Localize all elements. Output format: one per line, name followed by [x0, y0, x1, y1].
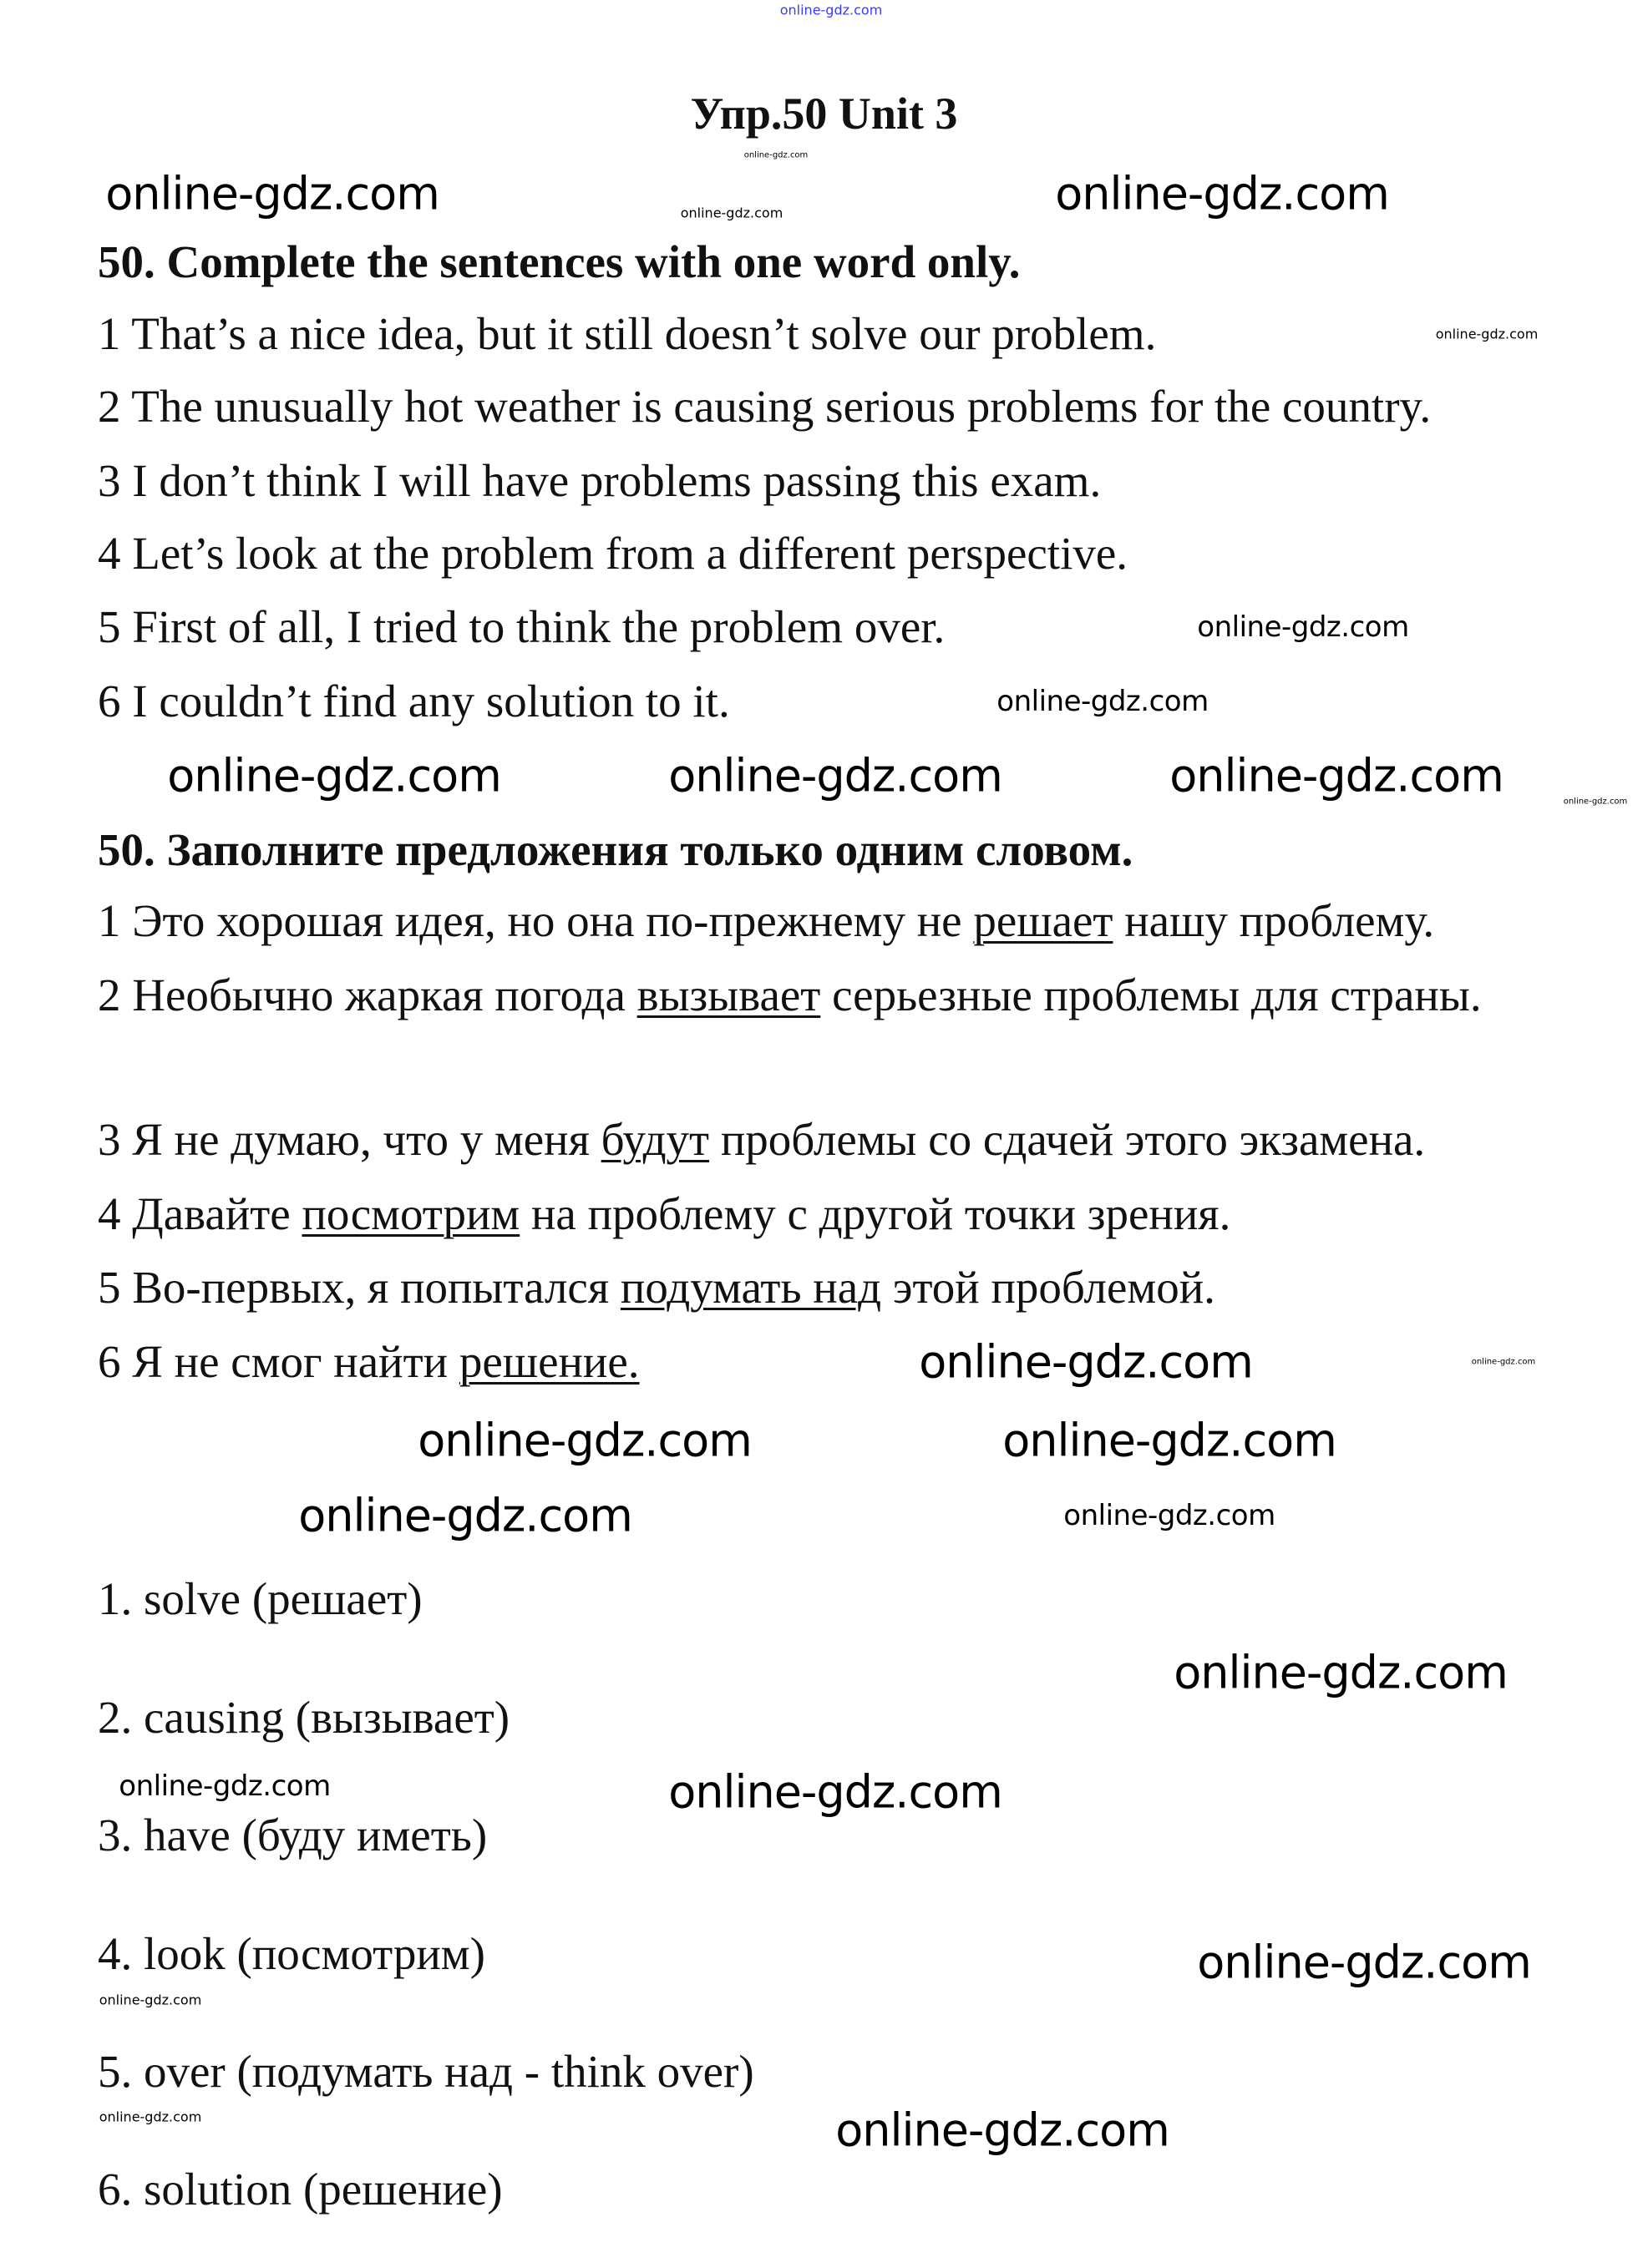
watermark: online-gdz.com — [668, 1765, 1002, 1819]
english-heading: 50. Complete the sentences with one word only. — [98, 236, 1021, 287]
underlined-answer: подумать над — [620, 1262, 882, 1313]
text: нашу проблему. — [1113, 895, 1435, 946]
text: 4 Давайте — [98, 1188, 302, 1239]
russian-sentence — [98, 1185, 1230, 1243]
english-sentence: 1 That’s a nice idea, but it still doesn’t solve our problem. — [98, 308, 1157, 359]
watermark: online-gdz.com — [1002, 1414, 1336, 1467]
text: 1 Это хорошая идея, но она по-прежнему не — [98, 895, 974, 946]
answer-item: 1. solve (решает) — [98, 1573, 423, 1624]
russian-sentence — [98, 892, 1434, 950]
watermark: online-gdz.com — [105, 167, 439, 220]
english-sentence: 3 I don’t think I will have problems passing this exam. — [98, 455, 1102, 506]
text: на проблему с другой точки зрения. — [520, 1188, 1231, 1239]
text: 2 Необычно жаркая погода — [98, 969, 637, 1020]
watermark: online-gdz.com — [1435, 326, 1539, 342]
watermark: online-gdz.com — [996, 685, 1209, 718]
english-sentence: 5 First of all, I tried to think the problem over. — [98, 601, 946, 652]
underlined-answer: решение. — [459, 1336, 640, 1387]
watermark: online-gdz.com — [298, 1489, 632, 1542]
watermark: online-gdz.com — [1197, 610, 1409, 644]
russian-sentence — [98, 1258, 1215, 1317]
underlined-answer: вызывает — [636, 969, 821, 1020]
text: серьезные проблемы для страны. — [820, 969, 1482, 1020]
answer-item: 2. causing (вызывает) — [98, 1692, 510, 1743]
watermark: online-gdz.com — [919, 1335, 1253, 1389]
russian-sentence — [98, 1333, 640, 1391]
russian-heading: 50. Заполните предложения только одним словом. — [98, 824, 1133, 875]
watermark: online-gdz.com — [1063, 1499, 1275, 1532]
answer-item: 3. have (буду иметь) — [98, 1810, 488, 1860]
watermark: online-gdz.com — [1174, 1646, 1508, 1699]
text: 3 Я не думаю, что у меня — [98, 1114, 601, 1165]
underlined-answer: будут — [601, 1114, 710, 1165]
watermark: online-gdz.com — [1197, 1936, 1531, 1989]
page-title: Упр.50 Unit 3 — [690, 89, 958, 139]
text: 5 Во-первых, я попытался — [98, 1262, 621, 1313]
english-sentence: 4 Let’s look at the problem from a different perspective. — [98, 528, 1128, 579]
text: проблемы со сдачей этого экзамена. — [709, 1114, 1426, 1165]
text: этой проблемой. — [881, 1262, 1215, 1313]
answer-item: 4. look (посмотрим) — [98, 1928, 485, 1979]
russian-sentence — [98, 959, 1536, 1032]
watermark: online-gdz.com — [1563, 797, 1628, 807]
answer-item: 5. over (подумать над - think over) — [98, 2046, 754, 2097]
watermark: online-gdz.com — [418, 1414, 752, 1467]
watermark: online-gdz.com — [668, 749, 1002, 802]
watermark: online-gdz.com — [99, 2109, 202, 2125]
watermark: online-gdz.com — [99, 1992, 202, 2008]
russian-sentence — [98, 1111, 1425, 1169]
watermark: online-gdz.com — [1169, 749, 1503, 802]
watermark: online-gdz.com — [119, 1769, 331, 1803]
watermark: online-gdz.com — [835, 2103, 1169, 2157]
watermark: online-gdz.com — [167, 749, 501, 802]
english-sentence: 6 I couldn’t find any solution to it. — [98, 676, 730, 726]
watermark: online-gdz.com — [743, 150, 809, 160]
watermark: online-gdz.com — [1471, 1357, 1536, 1367]
watermark: online-gdz.com — [779, 2, 883, 18]
underlined-answer: решает — [973, 895, 1113, 946]
english-sentence: 2 The unusually hot weather is causing serious problems for the country. — [98, 381, 1432, 432]
answer-item: 6. solution (решение) — [98, 2164, 503, 2215]
underlined-answer: посмотрим — [302, 1188, 520, 1239]
watermark: online-gdz.com — [680, 205, 783, 221]
text: 6 Я не смог найти — [98, 1336, 459, 1387]
watermark: online-gdz.com — [1055, 167, 1389, 220]
